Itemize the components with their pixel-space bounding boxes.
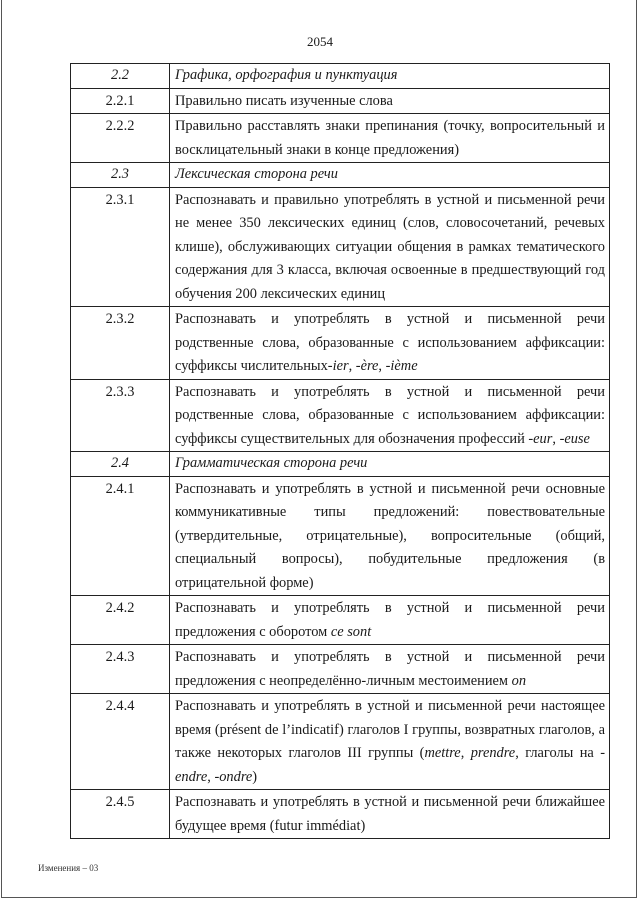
italic-term: ier bbox=[332, 358, 349, 374]
text-fragment: Распознавать и употреблять в устной и письменной речи основные коммуникативные типы предложений: повествовательные (утвердительные, отрицательные), вопросительные (общий, специальный вопросы), побудительные предложения (в отрицательной форме) bbox=[175, 480, 605, 591]
table-row bbox=[71, 114, 610, 163]
text-fragment: Распознавать и употреблять в устной и письменной речи родственные слова, образованные с использованием аффиксации: суффиксы существительных для обозначения профессий bbox=[175, 383, 605, 447]
text-fragment: Распознавать и употреблять в устной и письменной речи настоящее время (présent de l’indicatif) глаголов I группы, возвратных глаголов, а также некоторых глаголов III группы ( bbox=[175, 698, 605, 761]
item-text bbox=[170, 187, 610, 307]
page-number: 2054 bbox=[307, 34, 333, 49]
italic-term: mettre bbox=[424, 745, 461, 761]
section-row bbox=[71, 452, 610, 477]
section-title bbox=[170, 64, 610, 89]
table-row bbox=[71, 476, 610, 596]
item-text bbox=[170, 596, 610, 645]
text-fragment: Распознавать и употреблять в устной и письменной речи родственные слова, образованные с использованием аффиксации: суффиксы числительных- bbox=[175, 311, 605, 374]
item-number: 2.2 bbox=[71, 64, 170, 89]
table-row bbox=[71, 187, 610, 307]
table-row bbox=[71, 307, 610, 380]
text-fragment: ) bbox=[252, 768, 258, 785]
item-number: 2.4.3 bbox=[71, 645, 170, 694]
table-row bbox=[71, 790, 610, 839]
item-number: 2.4.2 bbox=[71, 596, 170, 645]
item-number: 2.4 bbox=[71, 452, 170, 477]
item-text bbox=[170, 379, 610, 452]
text-fragment: , bbox=[378, 358, 386, 374]
text-fragment: Правильно расставлять знаки препинания (точку, вопросительный и восклицательный знаки в конце предложения) bbox=[175, 118, 605, 158]
text-fragment: Лексическая сторона речи bbox=[175, 166, 338, 182]
table-row bbox=[71, 645, 610, 694]
section-title bbox=[170, 452, 610, 477]
italic-term: -eur bbox=[528, 430, 553, 447]
table-row bbox=[71, 88, 610, 114]
italic-term: -ondre bbox=[214, 768, 253, 785]
italic-term: -ième bbox=[385, 358, 418, 374]
table-body bbox=[71, 64, 610, 839]
item-number: 2.4.4 bbox=[71, 694, 170, 790]
item-text bbox=[170, 645, 610, 694]
item-number: 2.3.3 bbox=[71, 379, 170, 452]
text-fragment: Распознавать и употреблять в устной и письменной речи предложения с оборотом bbox=[175, 600, 605, 640]
item-text bbox=[170, 88, 610, 114]
italic-term: -endre bbox=[175, 745, 606, 785]
text-fragment: Грамматическая сторона речи bbox=[175, 455, 368, 471]
text-fragment: , bbox=[207, 768, 215, 785]
item-text bbox=[170, 694, 610, 790]
section-title bbox=[170, 163, 610, 188]
content-table bbox=[70, 63, 610, 839]
item-number: 2.3.2 bbox=[71, 307, 170, 380]
text-fragment: Распознавать и употреблять в устной и письменной речи предложения с неопределённо-личным местоимением bbox=[175, 649, 605, 689]
text-fragment: Распознавать и употреблять в устной и письменной речи ближайшее будущее время (futur immédiat) bbox=[175, 794, 605, 834]
item-number: 2.2.1 bbox=[71, 88, 170, 114]
table-row bbox=[71, 596, 610, 645]
item-text bbox=[170, 790, 610, 839]
italic-term: -euse bbox=[559, 430, 590, 447]
table-row bbox=[71, 379, 610, 452]
item-number: 2.4.1 bbox=[71, 476, 170, 596]
italic-term: prendre bbox=[470, 745, 516, 761]
section-row bbox=[71, 163, 610, 188]
table-row bbox=[71, 694, 610, 790]
page-footer: Изменения – 03 bbox=[38, 863, 99, 873]
item-number: 2.4.5 bbox=[71, 790, 170, 839]
text-fragment: , bbox=[460, 745, 471, 761]
italic-term: on bbox=[511, 672, 527, 689]
text-fragment: , глаголы на bbox=[515, 745, 601, 761]
italic-term: -ère bbox=[355, 358, 379, 374]
text-fragment: , bbox=[552, 430, 560, 447]
text-fragment: , bbox=[348, 358, 356, 374]
item-text bbox=[170, 307, 610, 380]
section-row bbox=[71, 64, 610, 89]
text-fragment: Правильно писать изученные слова bbox=[175, 92, 393, 109]
item-text bbox=[170, 476, 610, 596]
text-fragment: Графика, орфография и пунктуация bbox=[175, 67, 398, 83]
text-fragment: Распознавать и правильно употреблять в устной и письменной речи не менее 350 лексических единиц (слов, словосочетаний, речевых клише), обслуживающих ситуации общения в рамках тематического содержания для 3 класса, включая освоенные в предшествующий год обучения 200 лексических единиц bbox=[175, 191, 605, 302]
item-number: 2.3 bbox=[71, 163, 170, 188]
item-number: 2.2.2 bbox=[71, 114, 170, 163]
italic-term: ce sont bbox=[330, 623, 372, 640]
item-number: 2.3.1 bbox=[71, 187, 170, 307]
item-text bbox=[170, 114, 610, 163]
